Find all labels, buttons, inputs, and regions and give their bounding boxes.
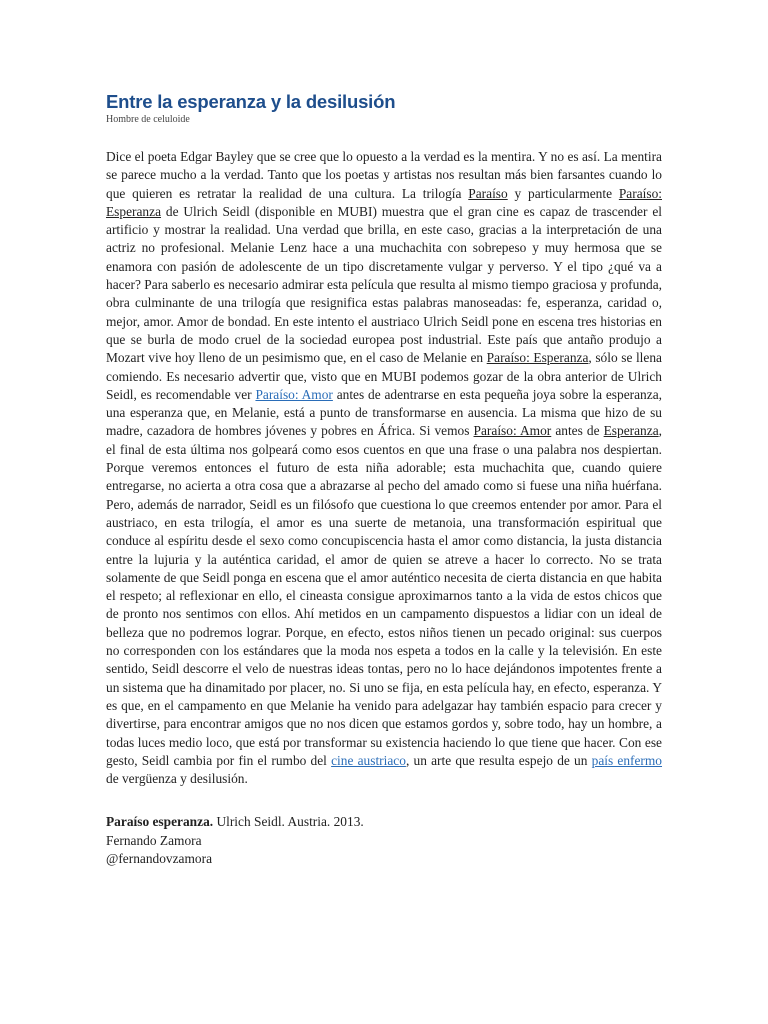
body-text-segment: antes de xyxy=(551,423,604,439)
body-text-segment: , sólo se llena comiendo. Es necesario advertir que, visto que en MUBI podemos gozar de la obra anterior de Ulrich Seidl, es recomendable ver xyxy=(106,350,662,402)
film-credit-info: Ulrich Seidl. Austria. 2013. xyxy=(213,814,364,830)
body-text-segment: , un arte que resulta espejo de un xyxy=(405,752,592,768)
article-body xyxy=(106,148,662,788)
body-text-segment: de vergüenza y desilusión. xyxy=(106,771,248,787)
link-cine-austriaco[interactable]: cine austriaco xyxy=(331,752,406,768)
film-title-underlined: Paraíso xyxy=(468,185,508,201)
film-title-underlined: Paraíso: Amor xyxy=(473,423,552,439)
body-text-segment: de Ulrich Seidl (disponible en MUBI) muestra que el gran cine es capaz de trascender el artificio y mostrar la realidad. Una verdad que brilla, en este caso, gracias a la interpretación de una actriz no profesional. Melanie Lenz hace a una muchachita con sobrepeso y muy hermosa que se enamora con pasión de adolescente de un tipo discretamente vulgar y perverso. Y el tipo ¿qué va a hacer? Para saberlo es necesario admirar esta película que resulta al mismo tiempo graciosa y profunda, obra culminante de una trilogía que resignifica estas palabras manoseadas: fe, esperanza, caridad o, mejor, amor. Amor de bondad. En este intento el austriaco Ulrich Seidl pone en escena tres historias en que se burla de modo cruel de la sociedad europea post industrial. Este país que antaño produjo a Mozart vive hoy lleno de un pesimismo que, en el caso de Melanie en xyxy=(106,203,662,366)
body-text-segment: antes de adentrarse en esta pequeña joya sobre la esperanza, una esperanza que, en Melanie, está a punto de transformarse en ausencia. La misma que hizo de su madre, cazadora de hombres jóvenes y pobres en África. Si vemos xyxy=(106,386,662,439)
film-title-underlined: Paraíso: Esperanza xyxy=(486,350,589,366)
body-text-segment: , el final de esta última nos golpeará como esos cuentos en que una frase o una palabra nos despiertan. Porque veremos entonces el futuro de esta niña adorable; esta muchachita que, cuando quiere entregarse, no acierta a otra cosa que a abrazarse al pecho del amado como si fuese una niña huérfana. Pero, además de narrador, Seidl es un filósofo que cuestiona lo que creemos entender por amor. Para el austriaco, en esta trilogía, el amor es una suerte de metanoia, una transformación espiritual que conduce al espíritu desde el sexo como concupiscencia hasta el amor como distancia, la justa distancia entre la lujuria y la auténtica caridad, el amor de quien se atreve a hacer lo correcto. No se trata solamente de que Seidl ponga en escena que el amor auténtico necesita de cierta distancia en que habita el respeto; al reflexionar en ello, el cineasta consigue aproximarnos tanto a la vida de estos chicos que de pronto nos sentimos con ellos. Ahí metidos en un campamento dispuestos a lidiar con un ideal de belleza que no podremos lograr. Porque, en efecto, estos niños tienen un pecado original: sus cuerpos no corresponden con los estándares que la moda nos espeta a todos en la calle y la televisión. En este sentido, Seidl descorre el velo de nuestras ideas tontas, pero no lo hace dejándonos impotentes frente a un sistema que ha dinamitado por placer, no. Si uno se fija, en esta película hay, en efecto, esperanza. Y es que, en el campamento en que Melanie ha venido para adelgazar hay también espacio para crecer y divertirse, para encontrar amigos que no nos dicen que estamos gordos y, sobre todo, hay un hombre, a todas luces medio loco, que está por transformar su existencia haciendo lo que tiene que hacer. Con ese gesto, Seidl cambia por fin el rumbo del xyxy=(106,423,662,768)
film-credit-title: Paraíso esperanza. xyxy=(106,814,214,830)
link-pais-enfermo[interactable]: país enfermo xyxy=(591,752,663,768)
author-name: Fernando Zamora xyxy=(106,832,202,848)
article-credits xyxy=(106,813,662,868)
film-credit-line xyxy=(106,813,662,831)
article xyxy=(106,90,662,868)
article-subtitle: Hombre de celuloide xyxy=(106,114,190,125)
body-text-segment: Dice el poeta Edgar Bayley que se cree que lo opuesto a la verdad es la mentira. Y no es así. La mentira se parece mucho a la verdad. Tanto que los poetas y artistas nos resultan más bien farsantes cuando lo que quieren es retratar la realidad de una cultura. La trilogía xyxy=(106,149,662,201)
author-handle: @fernandovzamora xyxy=(106,850,213,866)
article-title: Entre la esperanza y la desilusión xyxy=(106,91,396,112)
link-paraiso-amor[interactable]: Paraíso: Amor xyxy=(255,386,333,402)
film-title-underlined: Paraíso: Esperanza xyxy=(106,185,662,219)
film-title-underlined: Esperanza xyxy=(603,423,659,439)
body-text-segment: y particularmente xyxy=(507,185,619,201)
